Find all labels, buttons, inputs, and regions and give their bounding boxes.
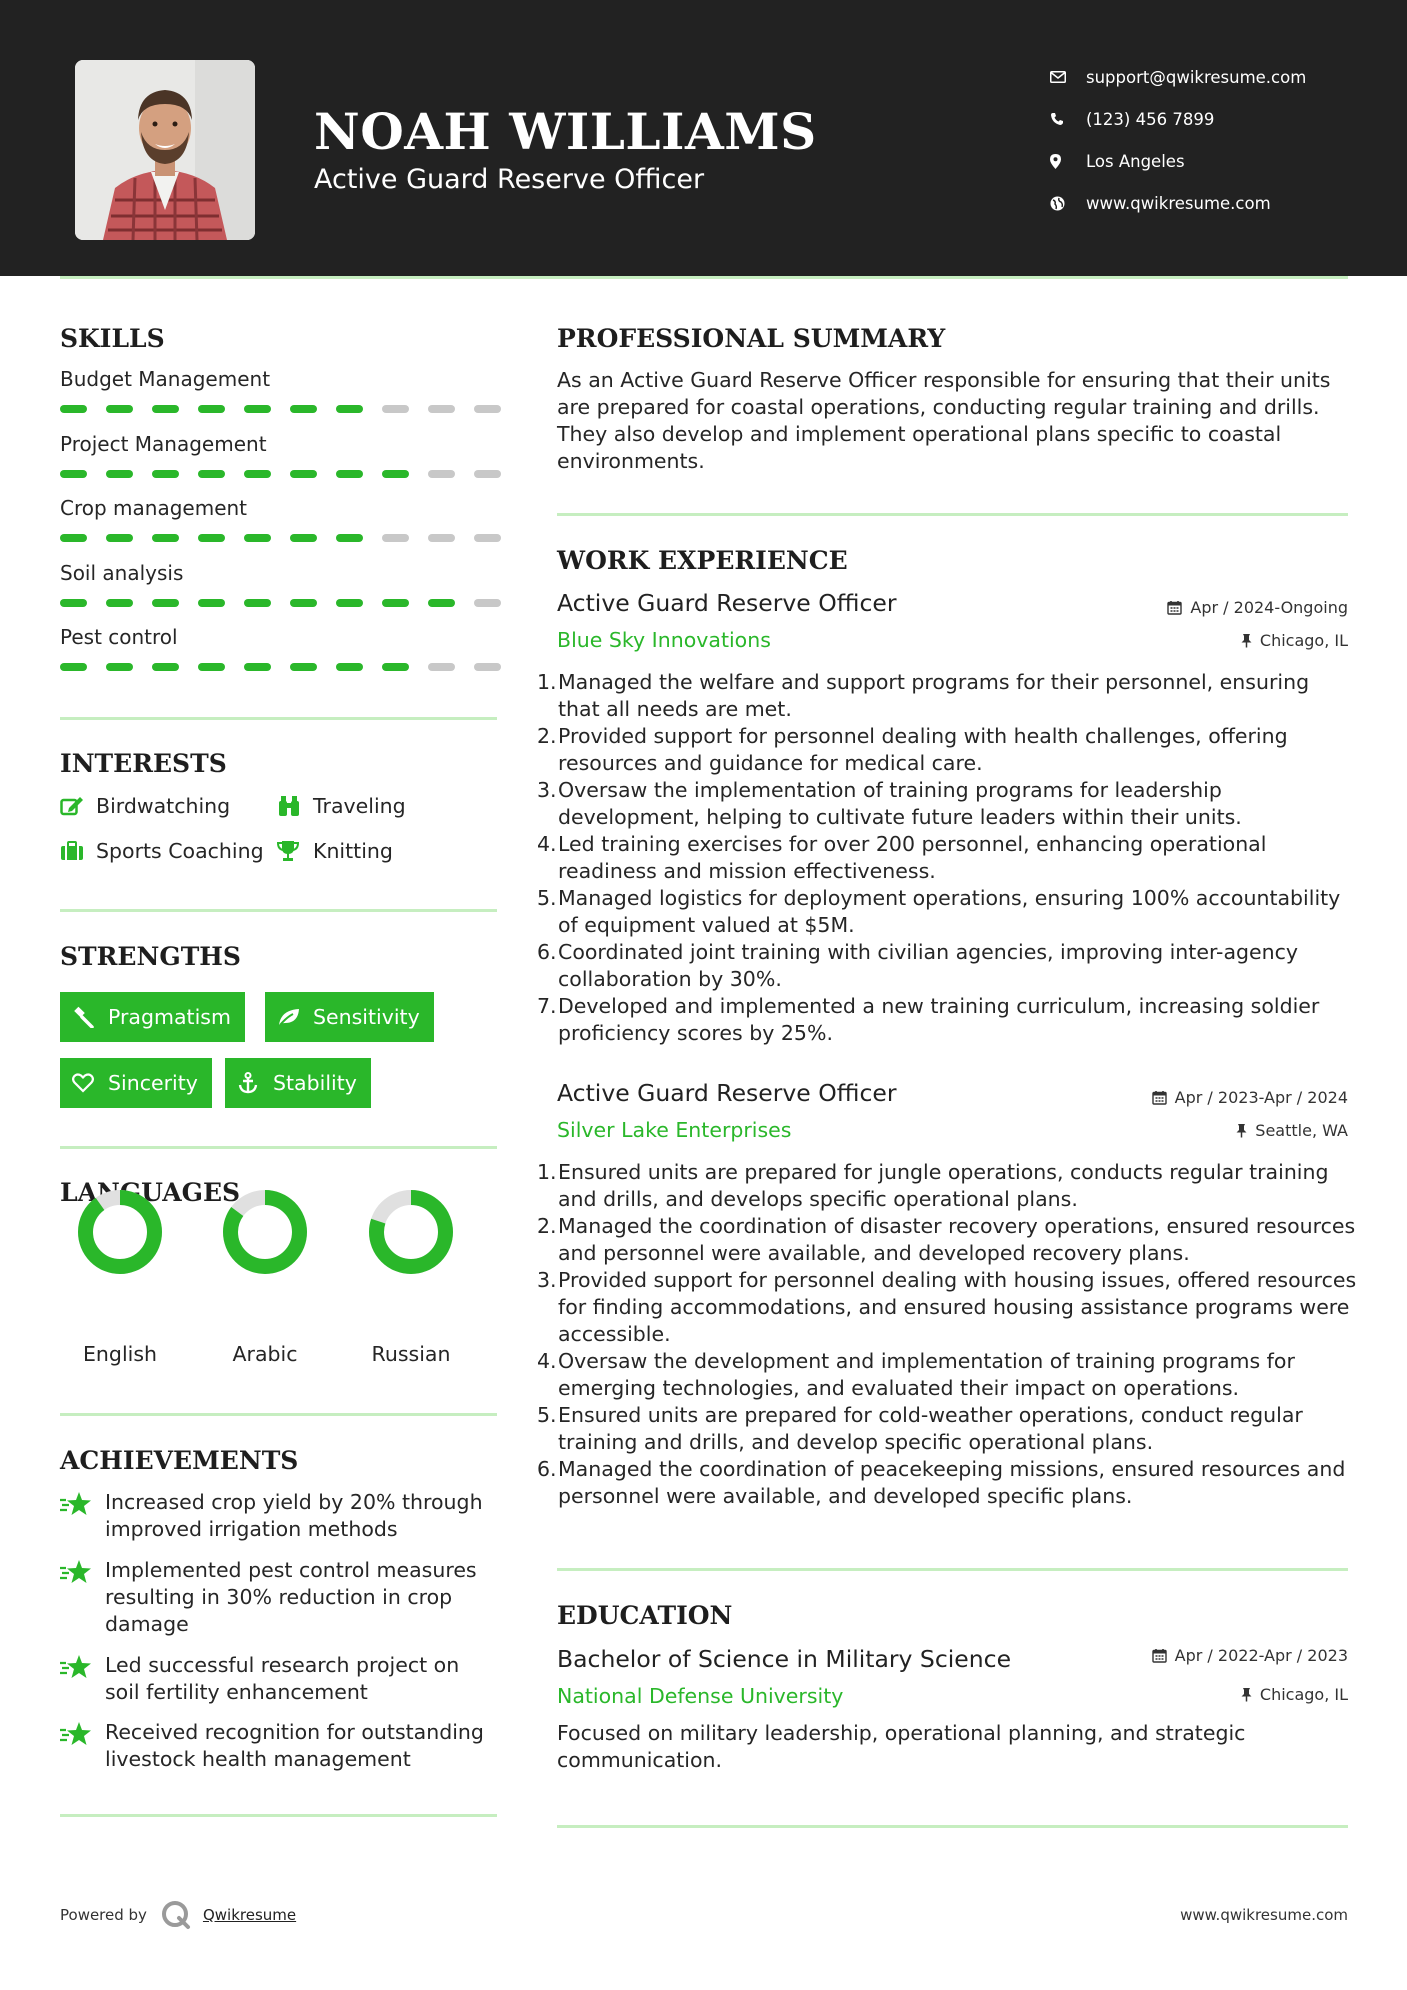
list-number: 4. [537, 832, 557, 856]
section-divider [557, 1568, 1348, 1571]
contact-website[interactable] [1050, 182, 1370, 224]
calendar-icon [1152, 1648, 1167, 1663]
languages-heading: LANGUAGES [60, 1178, 241, 1207]
list-item-text: Managed the coordination of disaster recovery operations, ensured resources and personnel were available, and developed recovery plans. [558, 1214, 1356, 1265]
rating-dash-filled [290, 405, 317, 413]
list-item-text: Managed logistics for deployment operations, ensuring 100% accountability of equipment valued at $5M. [558, 886, 1341, 937]
skill-label: Pest control [60, 625, 178, 649]
list-item [537, 885, 1357, 939]
rating-dash-filled [244, 405, 271, 413]
list-item-text: Oversaw the development and implementation of training programs for emerging technologies, and evaluated their impact on operations. [558, 1349, 1295, 1400]
header-divider [60, 276, 1348, 279]
list-item [537, 1213, 1357, 1267]
rating-dash-filled [60, 405, 87, 413]
contact-list [1050, 56, 1370, 224]
job-dates [1152, 1088, 1348, 1107]
job-dates-text: Apr / 2023-Apr / 2024 [1174, 1088, 1348, 1107]
leaf-icon [277, 1007, 313, 1027]
company-name: Silver Lake Enterprises [557, 1118, 792, 1142]
strength-label: Stability [273, 1071, 357, 1095]
anchor-icon [237, 1072, 273, 1094]
interest-item-birdwatching [60, 794, 230, 818]
list-item [537, 1402, 1357, 1456]
achievement-item [60, 1489, 500, 1543]
rating-dash-filled [244, 663, 271, 671]
achievements-heading: ACHIEVEMENTS [60, 1446, 299, 1475]
rating-dash-filled [152, 534, 179, 542]
skill-label: Budget Management [60, 367, 271, 391]
company-name: Blue Sky Innovations [557, 628, 771, 652]
list-item-text: Coordinated joint training with civilian agencies, improving inter-agency collaboration by 30%. [558, 940, 1299, 991]
rating-dash-filled [198, 405, 225, 413]
list-item-text: Managed the welfare and support programs for their personnel, ensuring that all needs are met. [558, 670, 1310, 721]
list-item [537, 993, 1357, 1047]
rating-dash-filled [244, 534, 271, 542]
education-dates-text: Apr / 2022-Apr / 2023 [1174, 1646, 1348, 1665]
rating-dash-empty [428, 470, 455, 478]
language-label: English [82, 1342, 158, 1366]
resume-header [0, 0, 1407, 276]
strength-label: Pragmatism [108, 1005, 231, 1029]
list-item [537, 669, 1357, 723]
strength-label: Sensitivity [313, 1005, 420, 1029]
list-number: 1. [537, 670, 557, 694]
section-divider [557, 513, 1348, 516]
rating-dash-empty [474, 470, 501, 478]
rating-dash-empty [474, 663, 501, 671]
rating-dash-filled [290, 470, 317, 478]
language-ring [363, 1184, 459, 1280]
contact-email-text: support@qwikresume.com [1086, 67, 1307, 87]
list-item [537, 1456, 1357, 1510]
school-name: National Defense University [557, 1684, 844, 1708]
rating-dash-filled [382, 663, 409, 671]
envelope-icon [1050, 71, 1086, 83]
section-divider [60, 1413, 497, 1416]
language-ring [217, 1184, 313, 1280]
contact-website-text: www.qwikresume.com [1086, 193, 1271, 213]
education-dates [1152, 1646, 1348, 1665]
skill-rating-bar [60, 405, 520, 413]
interest-label: Traveling [313, 794, 406, 818]
rating-dash-filled [106, 663, 133, 671]
language-ring-fill [86, 1198, 155, 1267]
star-icon [60, 1489, 105, 1543]
section-divider [60, 1146, 497, 1149]
contact-email[interactable] [1050, 56, 1370, 98]
list-item-text: Developed and implemented a new training curriculum, increasing soldier proficiency scores by 25%. [558, 994, 1320, 1045]
briefcase-icon [60, 841, 96, 861]
job-location-text: Seattle, WA [1255, 1121, 1348, 1140]
achievement-text: Led successful research project on soil fertility enhancement [105, 1653, 460, 1704]
job-title: Active Guard Reserve Officer [557, 1079, 897, 1107]
rating-dash-filled [244, 470, 271, 478]
list-number: 5. [537, 886, 557, 910]
interest-item-sports-coaching [60, 839, 264, 863]
heart-icon [72, 1073, 108, 1093]
interest-label: Sports Coaching [96, 839, 264, 863]
star-icon [60, 1719, 105, 1773]
rating-dash-empty [428, 534, 455, 542]
rating-dash-filled [198, 663, 225, 671]
rating-dash-empty [382, 534, 409, 542]
rating-dash-filled [152, 663, 179, 671]
pushpin-icon [1236, 1123, 1247, 1138]
list-number: 2. [537, 724, 557, 748]
achievement-text: Received recognition for outstanding livestock health management [105, 1720, 484, 1771]
skill-label: Project Management [60, 431, 267, 456]
job-title: Active Guard Reserve Officer [557, 589, 897, 617]
rating-dash-filled [198, 470, 225, 478]
rating-dash-filled [290, 663, 317, 671]
pushpin-icon [1241, 1687, 1252, 1702]
phone-icon [1050, 112, 1086, 126]
rating-dash-filled [198, 599, 225, 607]
list-item-text: Led training exercises for over 200 personnel, enhancing operational readiness and mission effectiveness. [558, 832, 1267, 883]
strengths-heading: STRENGTHS [60, 942, 241, 971]
footer-branding [60, 1900, 296, 1930]
rating-dash-empty [382, 405, 409, 413]
rating-dash-filled [382, 470, 409, 478]
profile-photo [75, 60, 255, 240]
rating-dash-filled [106, 534, 133, 542]
interest-item-knitting [277, 839, 393, 863]
rating-dash-filled [428, 599, 455, 607]
gavel-icon [72, 1006, 108, 1028]
edit-icon [60, 796, 96, 816]
strength-badge-sensitivity [265, 992, 434, 1042]
map-pin-icon [1050, 154, 1086, 169]
summary-text: As an Active Guard Reserve Officer responsible for ensuring that their units are prepared for coastal operations, conducting regular training and drills. They also develop and implement operational plans specific to coastal environments. [557, 368, 1331, 473]
achievement-text: Implemented pest control measures resulting in 30% reduction in crop damage [105, 1558, 477, 1636]
job-dates-text: Apr / 2024-Ongoing [1190, 598, 1348, 617]
section-divider [557, 1825, 1348, 1828]
calendar-icon [1167, 600, 1182, 615]
rating-dash-filled [60, 470, 87, 478]
degree-title: Bachelor of Science in Military Science [557, 1645, 1012, 1673]
list-number: 2. [537, 1214, 557, 1238]
rating-dash-filled [244, 599, 271, 607]
footer-website[interactable]: www.qwikresume.com [1180, 1906, 1348, 1924]
rating-dash-filled [60, 599, 87, 607]
candidate-role: Active Guard Reserve Officer [314, 164, 705, 195]
list-number: 5. [537, 1403, 557, 1427]
skill-rating-bar [60, 599, 520, 607]
job-location-text: Chicago, IL [1259, 631, 1348, 650]
list-number: 6. [537, 940, 557, 964]
contact-phone[interactable] [1050, 98, 1370, 140]
education-heading: EDUCATION [557, 1601, 733, 1630]
rating-dash-filled [152, 405, 179, 413]
job-location [1241, 631, 1348, 650]
calendar-icon [1152, 1090, 1167, 1105]
skill-rating-bar [60, 663, 520, 671]
interests-heading: INTERESTS [60, 749, 227, 778]
strength-badge-sincerity [60, 1058, 212, 1108]
rating-dash-filled [60, 534, 87, 542]
job-location [1236, 1121, 1348, 1140]
section-divider [60, 909, 497, 912]
education-location [1241, 1685, 1348, 1704]
rating-dash-filled [152, 470, 179, 478]
list-item [537, 777, 1357, 831]
rating-dash-filled [382, 599, 409, 607]
contact-location-text: Los Angeles [1086, 151, 1185, 171]
list-number: 7. [537, 994, 557, 1018]
rating-dash-filled [336, 534, 363, 542]
job-bullets [537, 1159, 1357, 1510]
globe-icon [1050, 196, 1086, 211]
list-number: 1. [537, 1160, 557, 1184]
language-ring [72, 1184, 168, 1280]
list-number: 6. [537, 1457, 557, 1481]
binoculars-icon [277, 795, 313, 817]
rating-dash-filled [336, 599, 363, 607]
skill-label: Soil analysis [60, 560, 184, 585]
list-number: 4. [537, 1349, 557, 1373]
star-icon [60, 1652, 105, 1706]
list-item [537, 1267, 1357, 1348]
skills-heading: SKILLS [60, 324, 165, 353]
powered-by-text: Powered by [60, 1906, 147, 1924]
rating-dash-filled [106, 599, 133, 607]
section-divider [60, 1814, 497, 1817]
qwikresume-logo-icon [161, 1900, 191, 1930]
interest-item-traveling [277, 794, 406, 818]
rating-dash-empty [474, 534, 501, 542]
rating-dash-filled [106, 470, 133, 478]
skill-rating-bar [60, 470, 520, 478]
list-item-text: Provided support for personnel dealing with health challenges, offering resources and guidance for medical care. [558, 724, 1288, 775]
strength-label: Sincerity [108, 1071, 198, 1095]
star-icon [60, 1557, 105, 1638]
list-item [537, 1348, 1357, 1402]
interest-label: Knitting [313, 839, 393, 863]
list-item [537, 1159, 1357, 1213]
strength-badge-stability [225, 1058, 371, 1108]
skill-label: Crop management [60, 496, 248, 520]
education-location-text: Chicago, IL [1259, 1685, 1348, 1704]
rating-dash-filled [290, 599, 317, 607]
list-item-text: Ensured units are prepared for jungle operations, conducts regular training and drills, and develops specific operational plans. [558, 1160, 1329, 1211]
rating-dash-empty [428, 405, 455, 413]
list-number: 3. [537, 778, 557, 802]
pushpin-icon [1241, 633, 1252, 648]
rating-dash-filled [198, 534, 225, 542]
rating-dash-filled [106, 405, 133, 413]
list-item-text: Provided support for personnel dealing with housing issues, offered resources for finding accommodations, and ensured housing assistance programs were accessible. [558, 1268, 1357, 1346]
list-item [537, 939, 1357, 993]
rating-dash-filled [290, 534, 317, 542]
summary-heading: PROFESSIONAL SUMMARY [557, 324, 946, 353]
job-bullets [537, 669, 1357, 1047]
trophy-icon [277, 840, 313, 862]
job-dates [1167, 598, 1348, 617]
rating-dash-filled [336, 470, 363, 478]
interest-label: Birdwatching [96, 794, 231, 818]
experience-heading: WORK EXPERIENCE [557, 546, 848, 575]
rating-dash-empty [428, 663, 455, 671]
skill-rating-bar [60, 534, 520, 542]
rating-dash-filled [336, 663, 363, 671]
achievement-item [60, 1652, 500, 1706]
rating-dash-empty [474, 599, 501, 607]
contact-location [1050, 140, 1370, 182]
achievement-text: Increased crop yield by 20% through improved irrigation methods [105, 1490, 483, 1541]
achievement-item [60, 1557, 500, 1638]
list-item-text: Managed the coordination of peacekeeping missions, ensured resources and personnel were available, and developed specific plans. [558, 1457, 1346, 1508]
list-item-text: Oversaw the implementation of training programs for leadership development, helping to cultivate future leaders within their units. [558, 778, 1242, 829]
rating-dash-filled [152, 599, 179, 607]
rating-dash-empty [474, 405, 501, 413]
list-item [537, 723, 1357, 777]
candidate-name: NOAH WILLIAMS [314, 102, 817, 161]
language-label: Arabic [232, 1342, 298, 1366]
list-item [537, 831, 1357, 885]
strength-badge-pragmatism [60, 992, 245, 1042]
rating-dash-filled [336, 405, 363, 413]
language-label: Russian [371, 1342, 451, 1366]
contact-phone-text: (123) 456 7899 [1086, 109, 1215, 129]
section-divider [60, 717, 497, 720]
qwikresume-link[interactable]: Qwikresume [202, 1906, 297, 1924]
achievement-item [60, 1719, 500, 1773]
list-number: 3. [537, 1268, 557, 1292]
rating-dash-filled [60, 663, 87, 671]
education-text: Focused on military leadership, operational planning, and strategic communication. [557, 1721, 1246, 1772]
list-item-text: Ensured units are prepared for cold-weather operations, conduct regular training and drills, and develop specific operational plans. [558, 1403, 1303, 1454]
